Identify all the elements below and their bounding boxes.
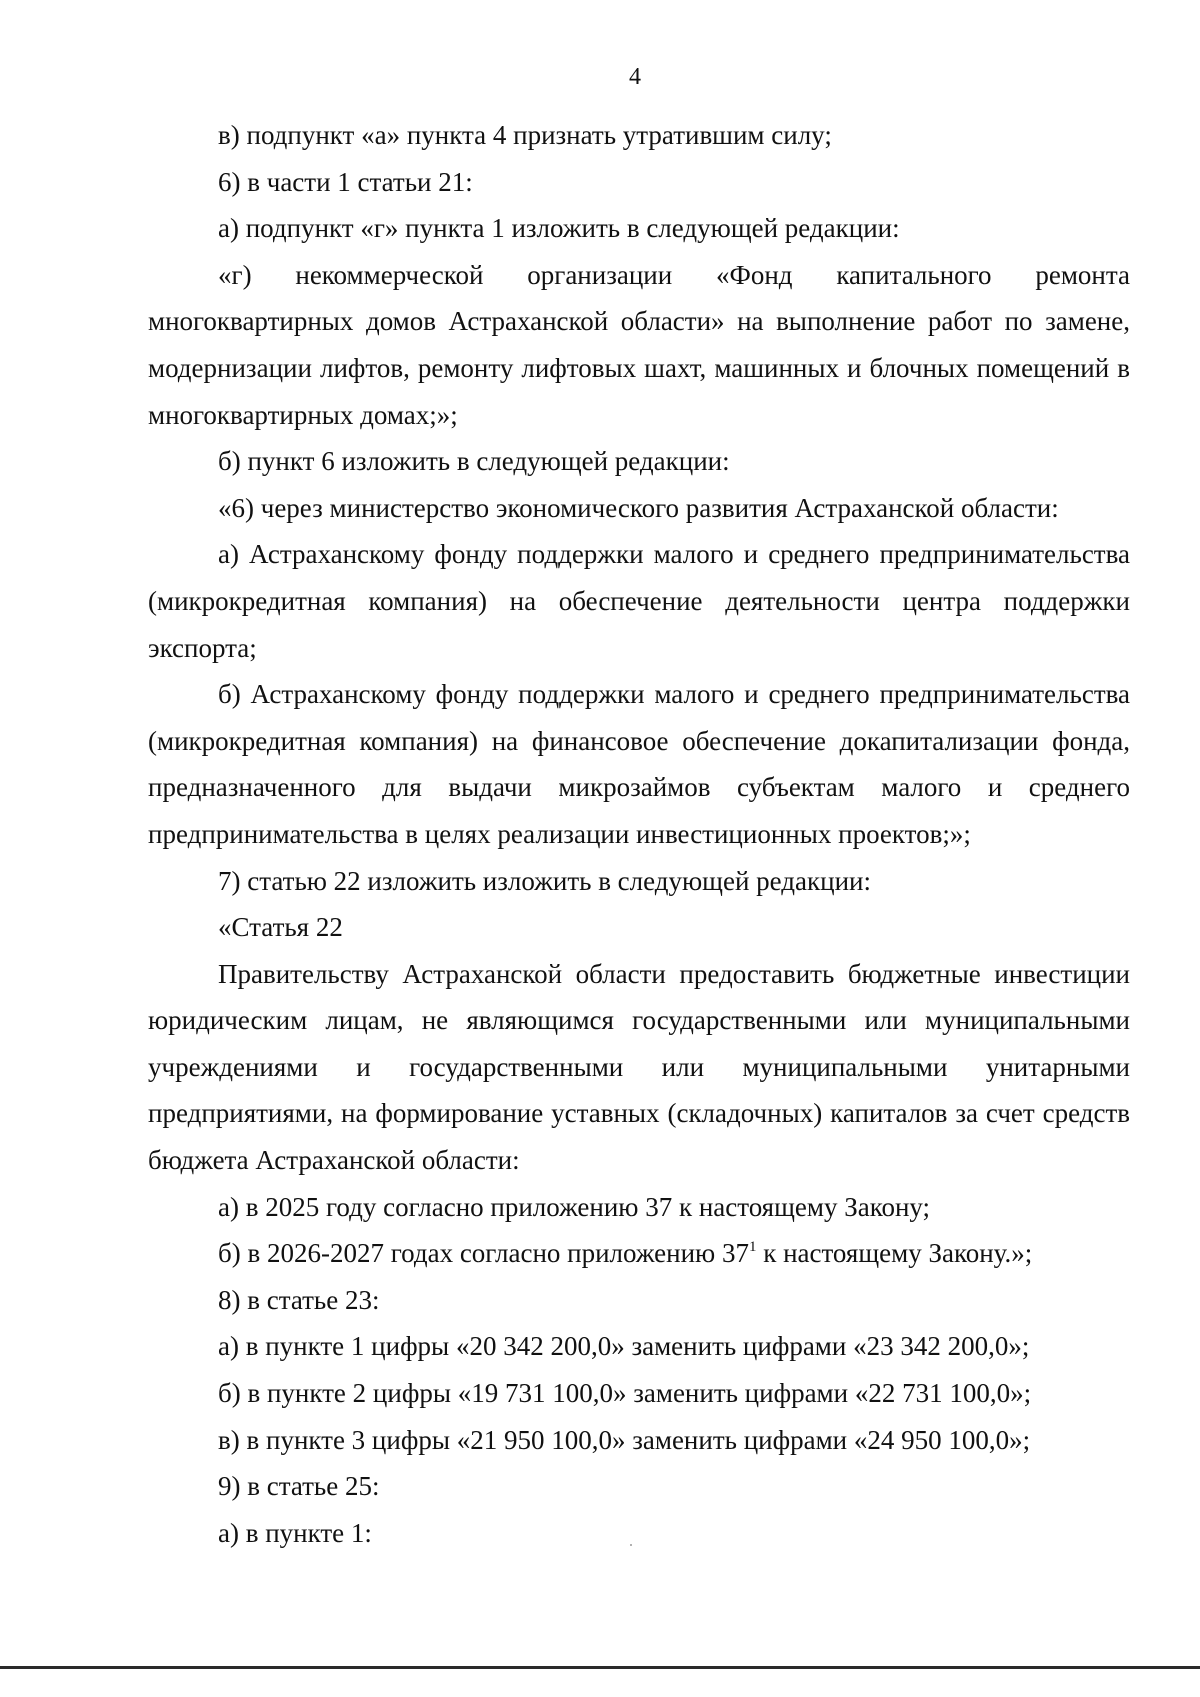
scan-speck <box>630 1544 632 1546</box>
paragraph-text-after: к настоящему Закону.»; <box>756 1238 1033 1269</box>
paragraph-text-before: б) в 2026-2027 годах согласно приложению 37 <box>218 1238 749 1269</box>
paragraph: «г) некоммерческой организации «Фонд капитального ремонта многоквартирных домов Астраханской области» на выполнение работ по замене, модернизации лифтов, ремонту лифтовых шахт, машинных и блочных помещений в многоквартирных домах;»; <box>148 259 1130 430</box>
paragraph: Правительству Астраханской области предоставить бюджетные инвестиции юридическим лицам, не являющимся государственными или муниципальными учреждениями и государственными или муниципальными унитарными предприятиями, на формирование уставных (складочных) капиталов за счет средств бюджета Астраханской области: <box>148 958 1130 1176</box>
bottom-rule <box>0 1666 1200 1669</box>
superscript-index: 1 <box>748 1239 757 1256</box>
paragraph: 9) в статье 25: <box>218 1471 380 1502</box>
paragraph: б) Астраханскому фонду поддержки малого и среднего предпринимательства (микрокредитная компания) на финансовое обеспечение докапитализации фонда, предназначенного для выдачи микрозаймов субъектам малого и среднего предпринимательства в целях реализации инвестиционных проектов;»; <box>148 679 1130 849</box>
paragraph: в) подпункт «а» пункта 4 признать утратившим силу; <box>218 120 832 150</box>
paragraph: «6) через министерство экономического развития Астраханской области: <box>218 492 1059 523</box>
article-heading: «Статья 22 <box>218 912 343 943</box>
paragraph: б) пункт 6 изложить в следующей редакции: <box>218 446 730 477</box>
paragraph: 7) статью 22 изложить изложить в следующей редакции: <box>218 865 871 896</box>
paragraph: а) в 2025 году согласно приложению 37 к настоящему Закону; <box>218 1191 931 1222</box>
paragraph: б) в пункте 2 цифры «19 731 100,0» заменить цифрами «22 731 100,0»; <box>218 1378 1032 1409</box>
paragraph: а) подпункт «г» пункта 1 изложить в следующей редакции: <box>218 213 900 244</box>
paragraph: 6) в части 1 статьи 21: <box>218 166 473 197</box>
paragraph: а) в пункте 1 цифры «20 342 200,0» заменить цифрами «23 342 200,0»; <box>218 1331 1030 1362</box>
paragraph: в) в пункте 3 цифры «21 950 100,0» заменить цифрами «24 950 100,0»; <box>218 1424 1031 1455</box>
paragraph: а) в пункте 1: <box>218 1517 372 1548</box>
paragraph: а) Астраханскому фонду поддержки малого и среднего предпринимательства (микрокредитная компания) на обеспечение деятельности центра поддержки экспорта; <box>148 539 1130 663</box>
page-number: 4 <box>629 64 641 90</box>
paragraph-with-superscript <box>148 1230 1130 1277</box>
paragraph: 8) в статье 23: <box>218 1284 380 1315</box>
document-body <box>148 112 1130 1556</box>
